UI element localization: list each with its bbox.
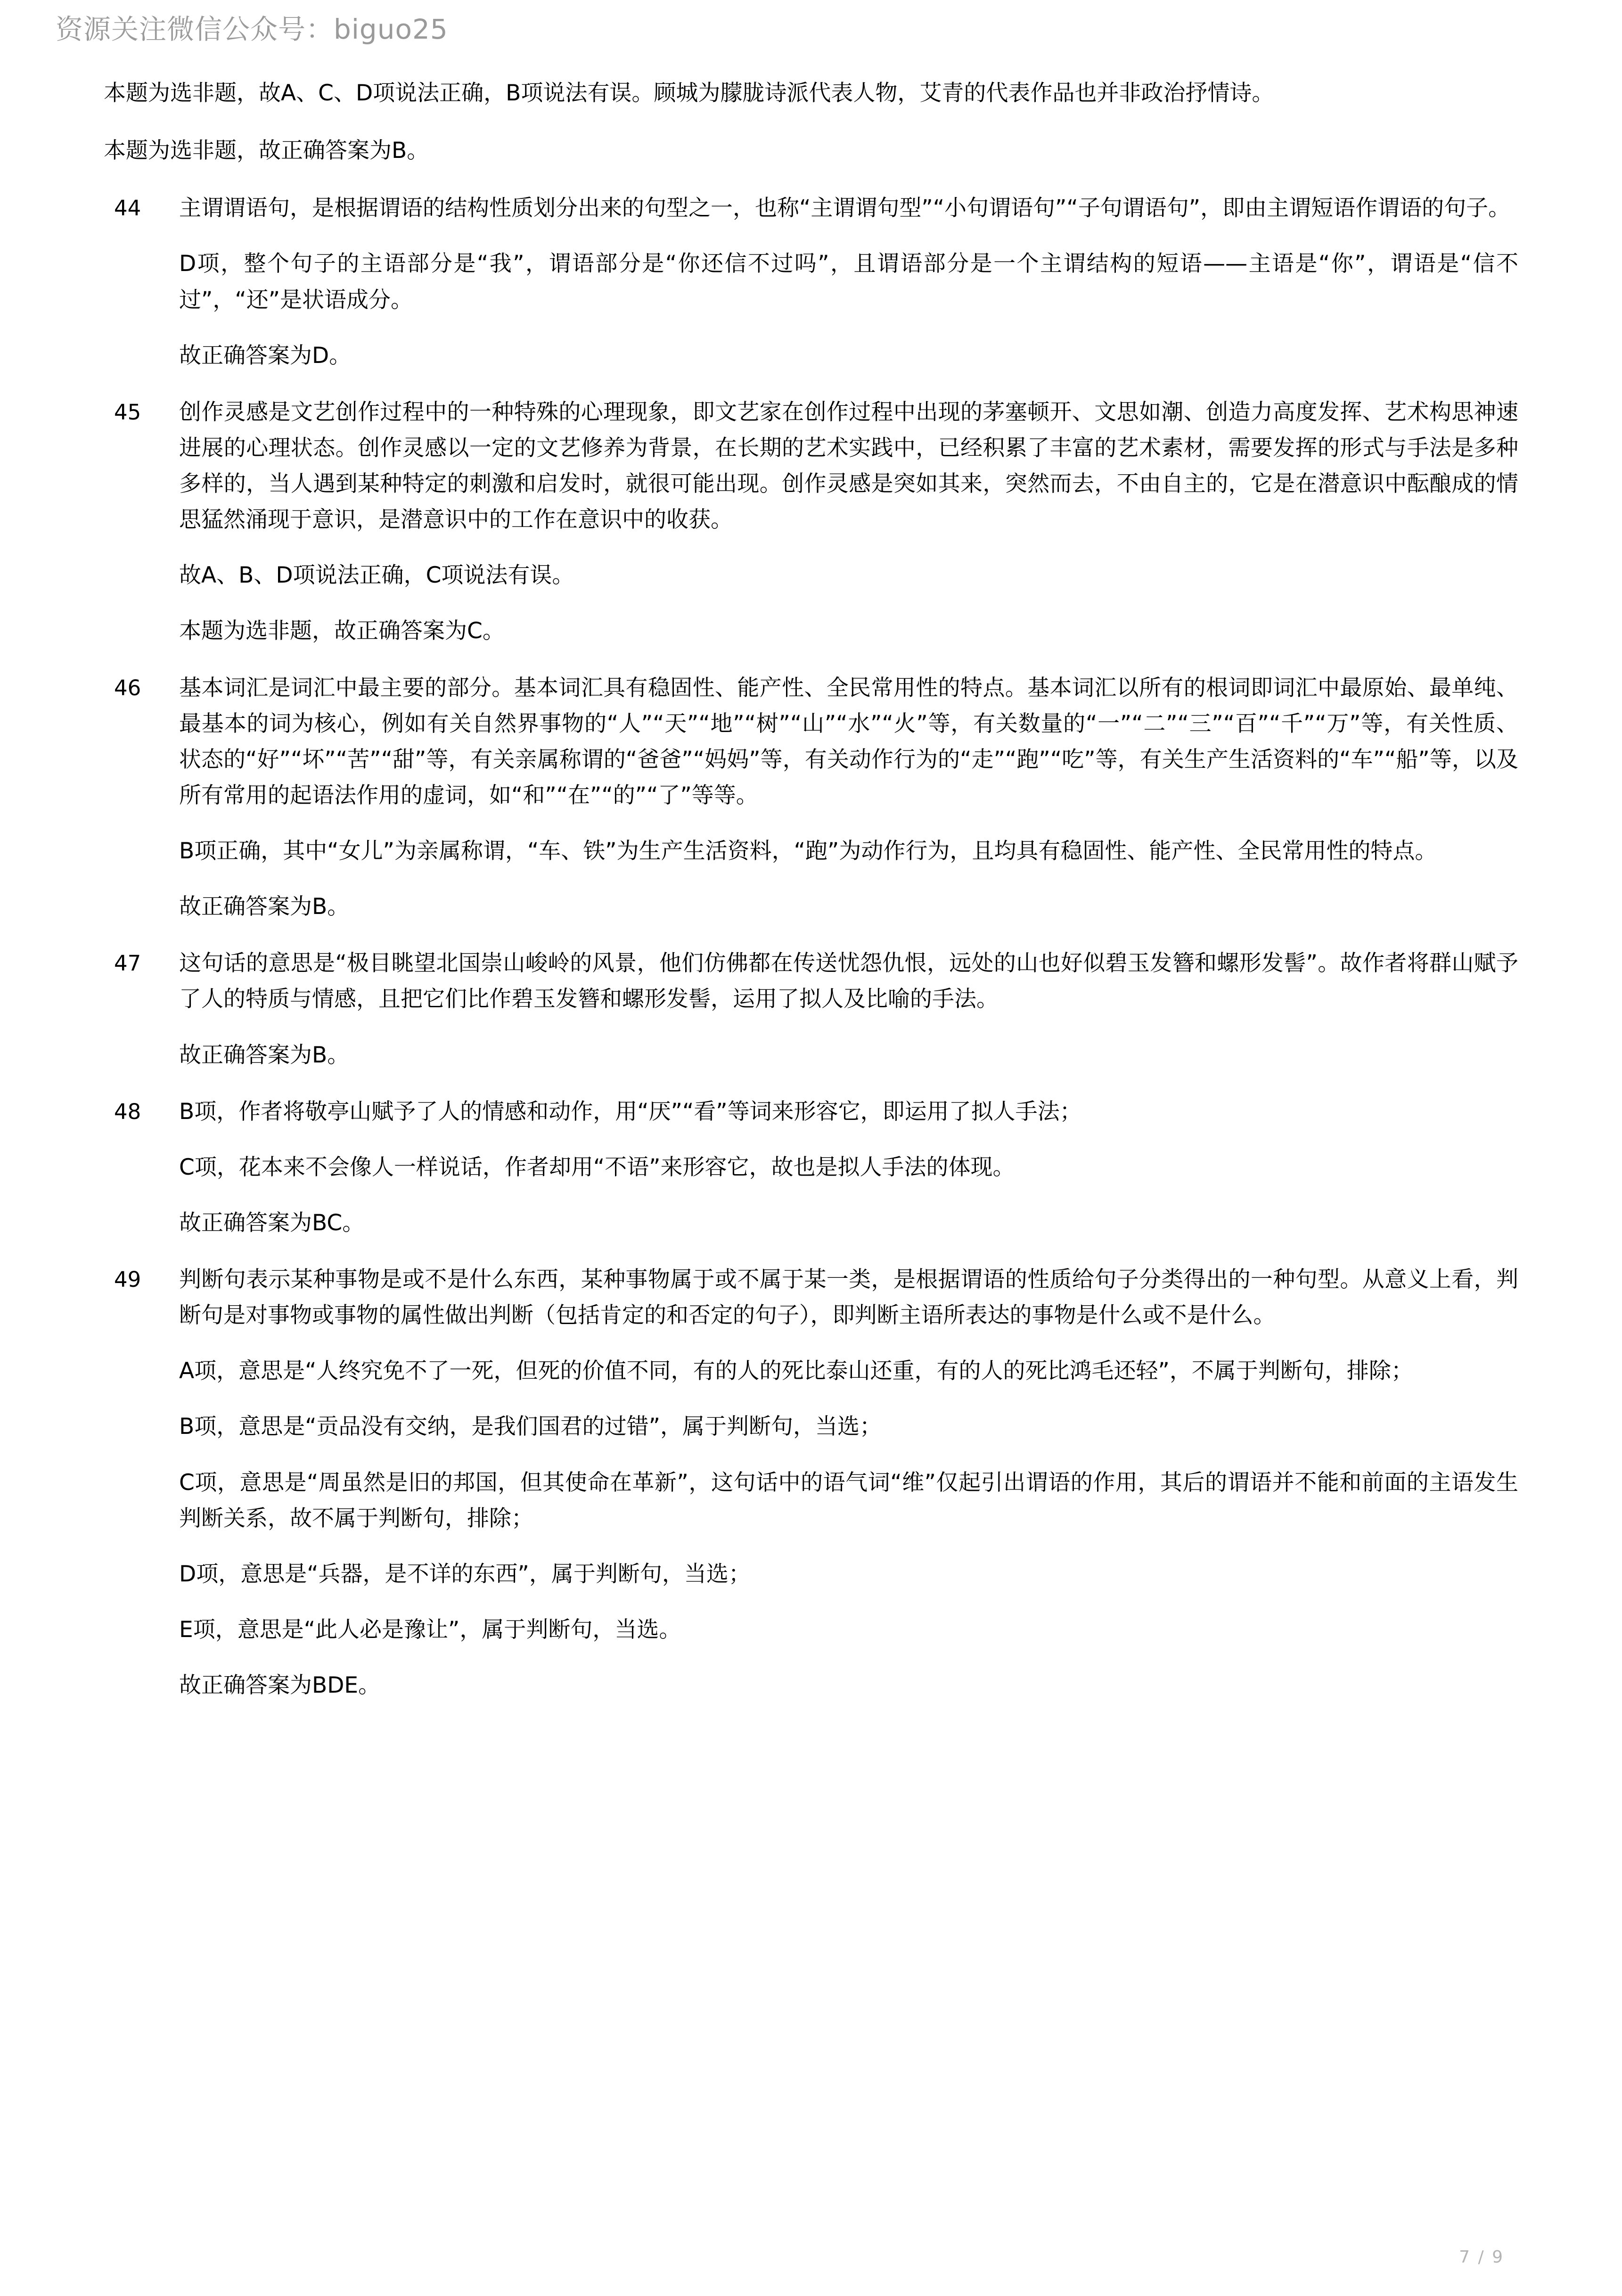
intro-paragraph: 本题为选非题，故A、C、D项说法正确，B项说法有误。顾城为朦胧诗派代表人物，艾青的代表作品也并非政治抒情诗。 [104,80,1274,106]
question-answer: 故正确答案为D。 [179,342,352,369]
question-block-47 [104,946,1518,1073]
question-paragraph: D项，整个句子的主语部分是“我”，谓语部分是“你还信不过吗”，且谓语部分是一个主谓结构的短语——主语是“你”，谓语是“信不过”，“还”是状语成分。 [179,251,1518,313]
question-answer: 故正确答案为B。 [179,894,350,920]
question-paragraph: 故A、B、D项说法正确，C项说法有误。 [179,562,574,589]
question-paragraph: D项，意思是“兵器，是不详的东西”，属于判断句，当选； [179,1561,751,1587]
question-paragraph: A项，意思是“人终究免不了一死，但死的价值不同，有的人的死比泰山还重，有的人的死比鸿毛还轻”，不属于判断句，排除； [179,1358,1413,1384]
watermark-text: 资源关注微信公众号：biguo25 [56,13,448,45]
question-number: 49 [114,1267,141,1292]
question-paragraph: 主谓谓语句，是根据谓语的结构性质划分出来的句型之一，也称“主谓谓句型”“小句谓语句”“子句谓语句”，即由主谓短语作谓语的句子。 [179,195,1511,222]
question-paragraph: C项，意思是“周虽然是旧的邦国，但其使命在革新”，这句话中的语气词“维”仅起引出谓语的作用，其后的谓语并不能和前面的主语发生判断关系，故不属于判断句，排除； [179,1469,1518,1531]
question-paragraph: 创作灵感是文艺创作过程中的一种特殊的心理现象，即文艺家在创作过程中出现的茅塞顿开、文思如潮、创造力高度发挥、艺术构思神速进展的心理状态。创作灵感以一定的文艺修养为背景，在长期的艺术实践中，已经积累了丰富的艺术素材，需要发挥的形式与手法是多种多样的，当人遇到某种特定的刺激和启发时，就很可能出现。创作灵感是突如其来，突然而去，不由自主的，它是在潜意识中酝酿成的情思猛然涌现于意识，是潜意识中的工作在意识中的收获。 [179,399,1518,533]
question-block-46 [104,670,1518,925]
intro-paragraph: 本题为选非题，故正确答案为B。 [104,138,429,164]
question-number: 48 [114,1099,141,1124]
question-number: 46 [114,675,141,700]
page-footer [0,2247,1622,2267]
question-block-49 [104,1262,1518,1703]
question-paragraph: B项，作者将敬亭山赋予了人的情感和动作，用“厌”“看”等词来形容它，即运用了拟人手法； [179,1098,1082,1125]
question-number: 47 [114,951,141,976]
question-paragraph: C项，花本来不会像人一样说话，作者却用“不语”来形容它，故也是拟人手法的体现。 [179,1154,1015,1180]
document-body [0,75,1622,1724]
question-block-48 [104,1094,1518,1241]
question-paragraph: 基本词汇是词汇中最主要的部分。基本词汇具有稳固性、能产性、全民常用性的特点。基本词汇以所有的根词即词汇中最原始、最单纯、最基本的词为核心，例如有关自然界事物的“人”“天”“地”“树”“山”“水”“火”等，有关数量的“一”“二”“三”“百”“千”“万”等，有关性质、状态的“好”“坏”“苦”“甜”等，有关亲属称谓的“爸爸”“妈妈”等，有关动作行为的“走”“跑”“吃”等，有关生产生活资料的“车”“船”等，以及所有常用的起语法作用的虚词，如“和”“在”“的”“了”等等。 [179,675,1518,808]
page-number-label: 7 / 9 [1459,2247,1504,2267]
question-answer: 本题为选非题，故正确答案为C。 [179,618,505,644]
question-paragraph: B项，意思是“贡品没有交纳，是我们国君的过错”，属于判断句，当选； [179,1414,882,1440]
question-paragraph: 这句话的意思是“极目眺望北国崇山峻岭的风景，他们仿佛都在传送忧怨仇恨，远处的山也好似碧玉发簪和螺形发髻”。故作者将群山赋予了人的特质与情感，且把它们比作碧玉发簪和螺形发髻，运用了拟人及比喻的手法。 [179,950,1518,1012]
question-block-45 [104,395,1518,650]
question-paragraph: 判断句表示某种事物是或不是什么东西，某种事物属于或不属于某一类，是根据谓语的性质给句子分类得出的一种句型。从意义上看，判断句是对事物或事物的属性做出判断（包括肯定的和否定的句子），即判断主语所表达的事物是什么或不是什么。 [179,1267,1518,1329]
question-number: 44 [114,196,141,221]
question-paragraph: B项正确，其中“女儿”为亲属称谓，“车、铁”为生产生活资料，“跑”为动作行为，且均具有稳固性、能产性、全民常用性的特点。 [179,838,1437,864]
question-paragraph: E项，意思是“此人必是豫让”，属于判断句，当选。 [179,1616,681,1643]
question-answer: 故正确答案为B。 [179,1042,350,1068]
question-answer: 故正确答案为BC。 [179,1210,365,1236]
question-number: 45 [114,399,141,425]
question-answer: 故正确答案为BDE。 [179,1672,381,1698]
question-block-44 [104,190,1518,374]
